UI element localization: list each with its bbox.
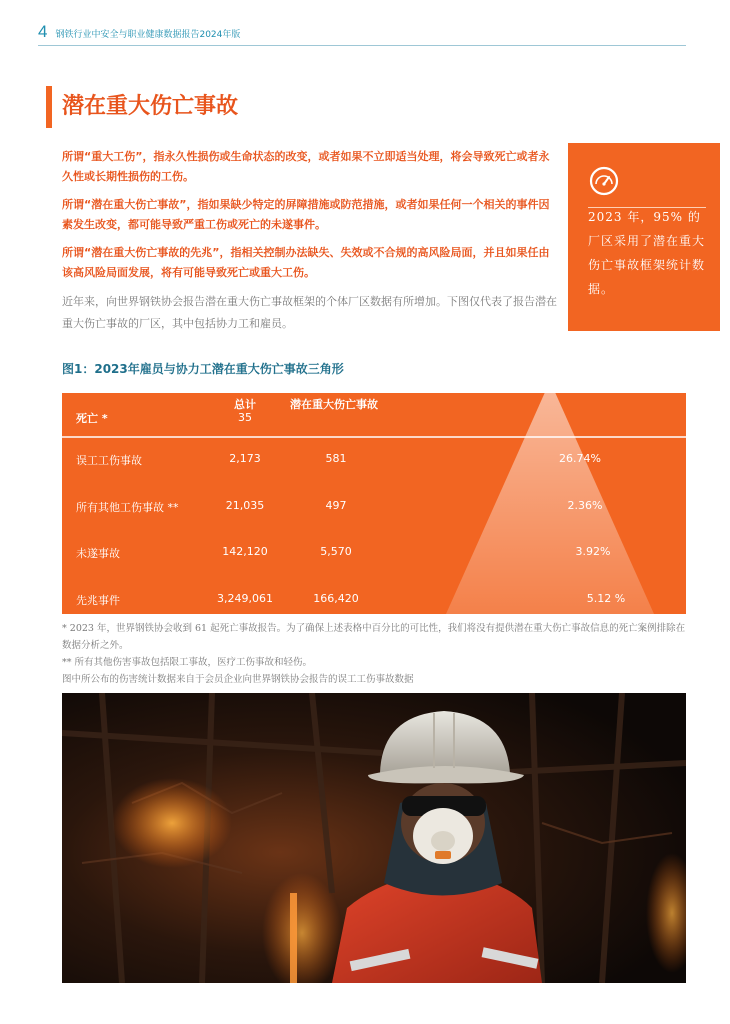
row-label-other-injuries: 所有其他工伤事故 ** [76, 501, 179, 514]
lost-time-total: 2,173 [229, 452, 261, 465]
highlight-callout [568, 143, 720, 331]
speedometer-icon [588, 165, 620, 197]
precursor-total: 3,249,061 [217, 592, 273, 605]
section-title: 潜在重大伤亡事故 [62, 94, 239, 119]
page-number: 4 [38, 22, 48, 41]
definition-serious-injury: 所谓“重大工伤”，指永久性损伤或生命状态的改变，或者如果不立即适当处理，将会导致死亡或者永久性或长期性损伤的工伤。 [62, 150, 550, 183]
page-header [38, 22, 240, 42]
definition-potential-sif: 所谓“潜在重大伤亡事故”，指如果缺少特定的屏障措施或防范措施，或者如果任何一个相关的事件因素发生改变，都可能导致严重工伤或死亡的未遂事件。 [62, 198, 550, 231]
row-label-fatalities: 死亡 * [76, 412, 108, 425]
intro-paragraph: 近年来，向世界钢铁协会报告潜在重大伤亡事故框架的个体厂区数据有所增加。下图仅代表了报告潜在重大伤亡事故的厂区，其中包括协力工和雇员。 [62, 295, 557, 330]
steel-worker-photo [62, 693, 686, 983]
callout-text: 2023 年，95% 的厂区采用了潜在重大伤亡事故框架统计数据。 [588, 210, 706, 296]
other-injuries-percent: 2.36% [567, 499, 603, 512]
header-divider [38, 45, 686, 46]
footnotes [62, 620, 692, 688]
sif-triangle-table [62, 393, 686, 614]
other-injuries-total: 21,035 [225, 499, 265, 512]
fatalities-total: 35 [238, 411, 252, 424]
precursor-percent: 5.12 % [586, 592, 626, 605]
title-accent-bar [46, 86, 52, 128]
column-header-potential-sif: 潜在重大伤亡事故 [290, 398, 378, 411]
column-header-total: 总计 [234, 398, 256, 411]
lost-time-potential: 581 [325, 452, 347, 465]
other-injuries-potential: 497 [325, 499, 347, 512]
near-miss-potential: 5,570 [320, 545, 352, 558]
row-label-lost-time: 误工工伤事故 [76, 454, 142, 467]
precursor-potential: 166,420 [313, 592, 359, 605]
footnote-data-source: 图中所公布的伤害统计数据来自于会员企业向世界钢铁协会报告的误工工伤事故数据 [62, 674, 414, 685]
row-label-near-miss: 未遂事故 [76, 547, 120, 560]
near-miss-total: 142,120 [222, 545, 268, 558]
lost-time-percent: 26.74% [559, 452, 601, 465]
definition-sif-precursor: 所谓“潜在重大伤亡事故的先兆”，指相关控制办法缺失、失效或不合规的高风险局面，并且如果任由该高风险局面发展，将有可能导致死亡或重大工伤。 [62, 246, 550, 279]
photo-illustration [62, 693, 686, 983]
near-miss-percent: 3.92% [575, 545, 611, 558]
row-label-precursor: 先兆事件 [76, 594, 120, 607]
footnote-other-injuries: ** 所有其他伤害事故包括限工事故，医疗工伤事故和轻伤。 [62, 657, 313, 668]
document-title: 钢铁行业中安全与职业健康数据报告2024年版 [55, 30, 241, 40]
footnote-fatalities: * 2023 年，世界钢铁协会收到 61 起死亡事故报告。为了确保上述表格中百分比的可比性，我们将没有提供潜在重大伤亡事故信息的死亡案例排除在数据分析之外。 [62, 623, 686, 651]
definitions-block [62, 147, 554, 291]
figure-title: 图1：2023年雇员与协力工潜在重大伤亡事故三角形 [62, 362, 344, 376]
